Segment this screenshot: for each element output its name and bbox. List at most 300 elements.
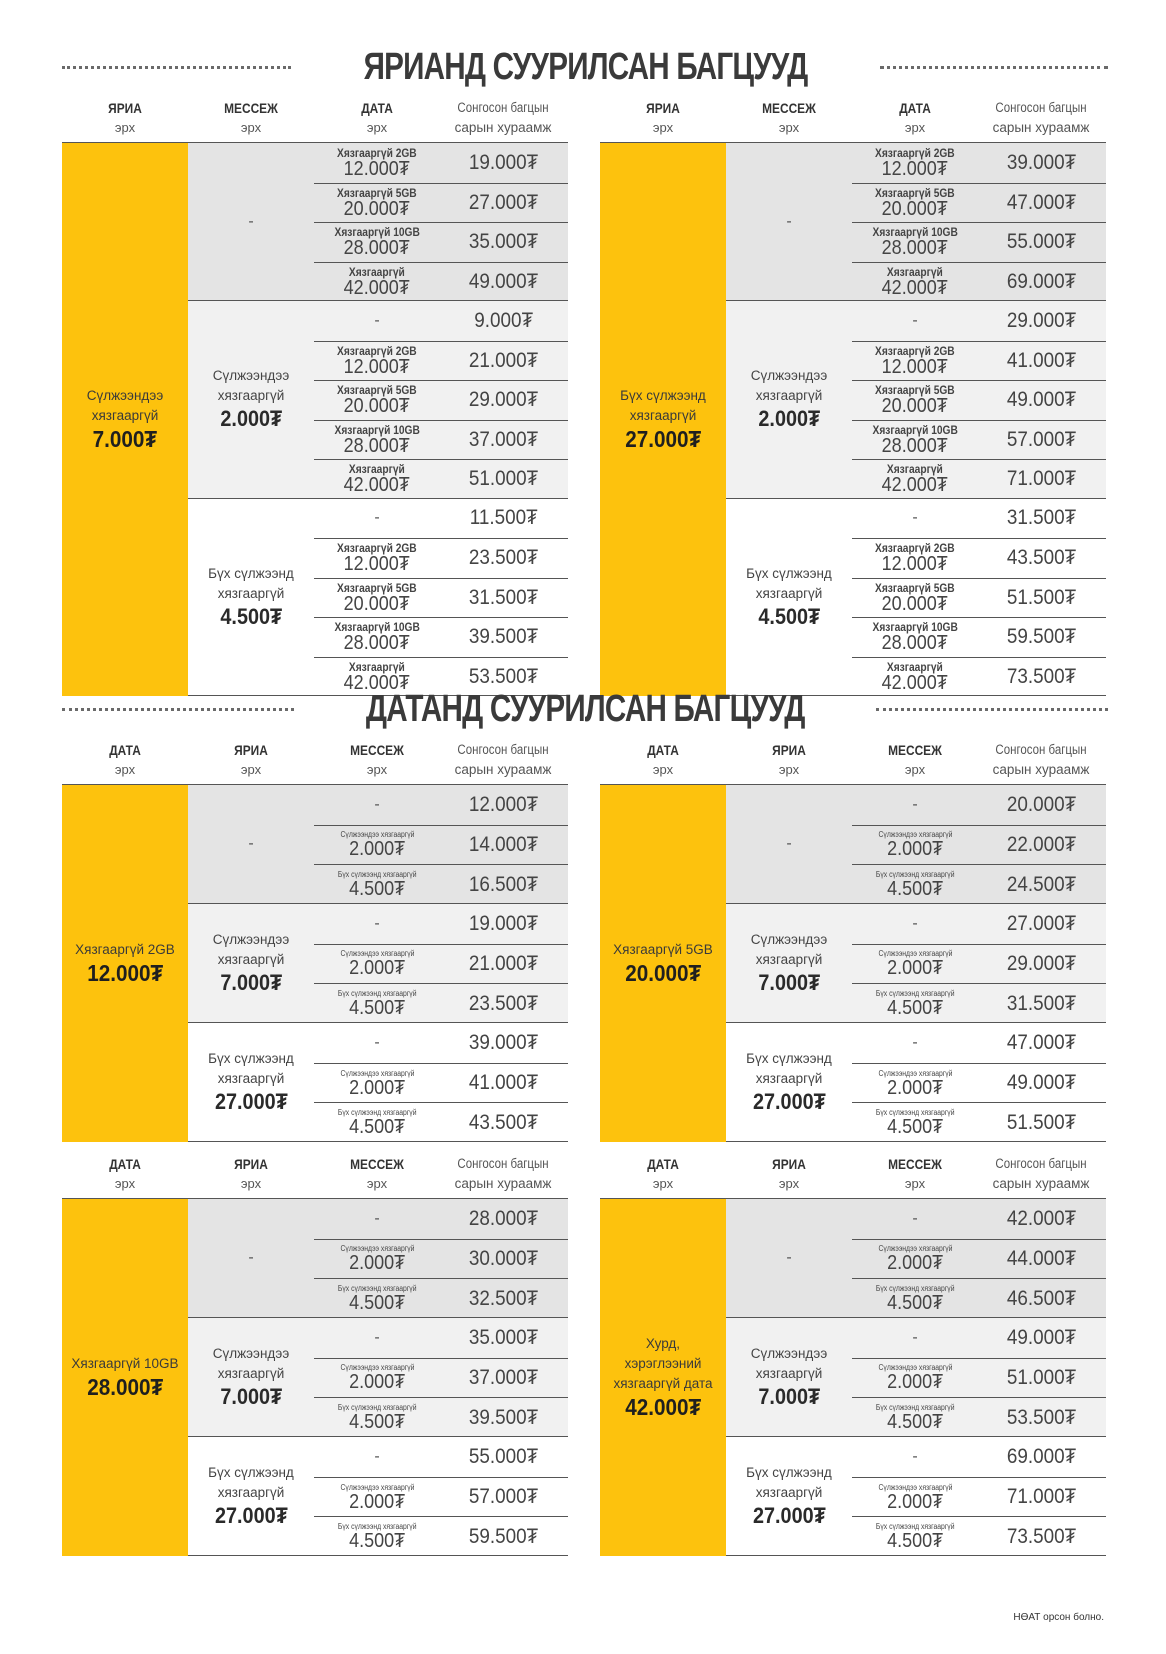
package-table <box>62 96 568 696</box>
option-cell <box>314 342 440 381</box>
table-row <box>852 617 1106 657</box>
option-cell <box>852 143 978 183</box>
option-value: 12.000₮ <box>881 355 949 378</box>
column-header <box>852 740 978 780</box>
option-cell <box>314 579 440 618</box>
table-row <box>852 459 1106 499</box>
option-value: 28.000₮ <box>881 434 949 457</box>
column-title: ДАТА <box>361 100 393 116</box>
option-cell <box>314 1318 440 1358</box>
table-row <box>852 222 1106 262</box>
group-label-line2: хязгааргүй <box>755 952 823 967</box>
column-header <box>600 740 726 780</box>
group-dash: - <box>786 835 792 852</box>
column-title: ЯРИА <box>646 100 680 116</box>
table-body <box>600 143 1106 696</box>
option-group <box>188 1318 568 1437</box>
option-cell <box>314 1064 440 1103</box>
option-group <box>188 499 568 697</box>
column-header <box>600 98 726 138</box>
monthly-fee: 51.000₮ <box>469 467 539 491</box>
group-label-line2: хязгааргүй <box>217 585 285 601</box>
column-title: МЕССЕЖ <box>762 100 816 116</box>
group-label-line1: Сүлжээндээ <box>750 932 828 947</box>
table-header <box>600 1152 1106 1199</box>
table-row <box>852 1063 1106 1103</box>
option-cell <box>314 945 440 984</box>
table-row <box>314 380 568 420</box>
monthly-fee: 35.000₮ <box>469 1325 539 1349</box>
base-plan-label: Хязгааргүй 2GB <box>75 942 175 957</box>
table-row <box>852 420 1106 460</box>
monthly-fee: 71.000₮ <box>1007 1485 1077 1508</box>
monthly-fee-cell <box>440 301 568 341</box>
monthly-fee-cell <box>440 143 568 183</box>
monthly-fee: 27.000₮ <box>469 190 539 214</box>
base-plan-sublabel: хязгааргүй <box>91 408 159 423</box>
option-cell <box>852 1199 978 1239</box>
table-row <box>852 1358 1106 1398</box>
monthly-fee: 51.000₮ <box>1007 1365 1077 1389</box>
group-label <box>188 499 314 696</box>
monthly-fee-cell <box>978 1279 1106 1318</box>
option-cell <box>852 826 978 865</box>
monthly-fee-cell <box>978 263 1106 302</box>
option-cell <box>852 1478 978 1517</box>
monthly-fee: 44.000₮ <box>1007 1246 1077 1270</box>
group-label <box>188 904 314 1022</box>
option-cell <box>852 499 978 539</box>
table-row <box>314 1437 568 1477</box>
option-cell <box>314 1199 440 1239</box>
group-price: 2.000₮ <box>758 406 820 432</box>
monthly-fee: 23.500₮ <box>469 546 539 570</box>
option-label: Хязгааргүй 2GB <box>875 541 955 556</box>
option-label: Сүлжээндээ хязгааргүй <box>878 1244 952 1254</box>
option-label: Бүх сүлжээнд хязгааргүй <box>875 1522 955 1532</box>
option-cell <box>852 263 978 302</box>
monthly-fee-cell <box>440 1064 568 1103</box>
option-label: Сүлжээндээ хязгааргүй <box>340 1482 414 1492</box>
column-title: ЯРИА <box>772 1156 806 1172</box>
monthly-fee-cell <box>440 1318 568 1358</box>
option-value: 4.500₮ <box>886 878 944 901</box>
group-label-line2: хязгааргүй <box>217 952 285 967</box>
option-dash: - <box>912 1033 918 1051</box>
package-table <box>62 738 568 1142</box>
option-dash: - <box>912 914 918 932</box>
monthly-fee: 35.000₮ <box>469 230 539 254</box>
option-cell <box>314 904 440 944</box>
option-value: 2.000₮ <box>886 838 944 861</box>
package-table <box>62 1152 568 1556</box>
option-value: 2.000₮ <box>886 1490 944 1513</box>
option-cell <box>852 579 978 618</box>
table-row <box>852 1437 1106 1477</box>
option-cell <box>852 1279 978 1318</box>
option-value: 2.000₮ <box>348 838 406 861</box>
base-plan-cell <box>62 143 188 696</box>
group-label-line2: хязгааргүй <box>755 388 823 404</box>
option-label: Хязгааргүй 10GB <box>334 620 420 635</box>
column-header <box>978 98 1104 138</box>
option-cell <box>314 184 440 223</box>
monthly-fee: 14.000₮ <box>469 832 539 856</box>
table-header <box>62 738 568 785</box>
base-plan-sublabel: хязгааргүй <box>629 408 697 423</box>
monthly-fee-cell <box>440 826 568 865</box>
column-header <box>440 98 566 138</box>
monthly-fee: 37.000₮ <box>469 427 539 451</box>
option-value: 28.000₮ <box>343 237 411 260</box>
group-label <box>726 1199 852 1317</box>
package-table <box>600 738 1106 1142</box>
monthly-fee: 20.000₮ <box>1007 792 1077 816</box>
option-label: Бүх сүлжээнд хязгааргүй <box>337 1108 417 1118</box>
section-header <box>62 46 1108 89</box>
monthly-fee-cell <box>978 1437 1106 1477</box>
base-plan-label: Хязгааргүй 10GB <box>71 1356 179 1371</box>
option-cell <box>852 1398 978 1437</box>
table-row <box>314 1477 568 1517</box>
table-row <box>852 1397 1106 1437</box>
monthly-fee-cell <box>978 785 1106 825</box>
monthly-fee-cell <box>440 1437 568 1477</box>
option-label: Хязгааргүй 5GB <box>875 580 955 595</box>
option-cell <box>314 223 440 262</box>
monthly-fee-cell <box>440 984 568 1023</box>
column-subtitle: эрх <box>240 120 262 135</box>
column-header <box>62 98 188 138</box>
column-subtitle: эрх <box>240 762 262 777</box>
table-row <box>852 301 1106 341</box>
column-subtitle: сарын хураамж <box>992 1176 1090 1191</box>
column-subtitle: эрх <box>904 1176 926 1191</box>
table-row <box>852 1239 1106 1279</box>
table-row <box>314 1358 568 1398</box>
table-row <box>852 341 1106 381</box>
monthly-fee: 22.000₮ <box>1007 832 1077 856</box>
monthly-fee-cell <box>440 539 568 578</box>
table-row <box>852 538 1106 578</box>
option-cell <box>852 618 978 657</box>
option-cell <box>852 904 978 944</box>
column-title: ДАТА <box>109 1156 141 1172</box>
section-title: ДАТАНД СУУРИЛСАН БАГЦУУД <box>365 688 805 730</box>
option-value: 20.000₮ <box>343 592 411 615</box>
group-label-line1: Сүлжээндээ <box>212 368 290 384</box>
column-subtitle: сарын хураамж <box>454 120 552 135</box>
option-dash: - <box>912 1209 918 1227</box>
table-row <box>314 864 568 904</box>
monthly-fee: 41.000₮ <box>469 1071 539 1094</box>
group-label <box>188 1023 314 1141</box>
group-dash: - <box>786 212 792 230</box>
option-cell <box>852 223 978 262</box>
group-price: 27.000₮ <box>214 1503 288 1529</box>
monthly-fee: 43.500₮ <box>1007 546 1077 570</box>
table-header <box>62 1152 568 1199</box>
monthly-fee-cell <box>978 421 1106 460</box>
monthly-fee: 39.000₮ <box>469 1030 539 1054</box>
option-value: 4.500₮ <box>886 1411 944 1434</box>
group-price: 7.000₮ <box>758 970 820 995</box>
option-cell <box>852 1359 978 1398</box>
table-row <box>314 1023 568 1063</box>
table-row <box>852 1023 1106 1063</box>
table-body <box>62 1199 568 1556</box>
column-header <box>314 1154 440 1194</box>
option-value: 2.000₮ <box>886 1252 944 1275</box>
option-cell <box>314 1517 440 1556</box>
monthly-fee-cell <box>440 1398 568 1437</box>
option-value: 28.000₮ <box>343 632 411 655</box>
table-row <box>852 785 1106 825</box>
option-cell <box>314 1023 440 1063</box>
option-value: 42.000₮ <box>343 474 411 497</box>
option-label: Хязгааргүй 10GB <box>334 422 420 437</box>
option-dash: - <box>912 311 918 329</box>
option-cell <box>852 539 978 578</box>
column-subtitle: эрх <box>366 762 388 777</box>
option-label: Бүх сүлжээнд хязгааргүй <box>875 989 955 999</box>
column-header <box>188 1154 314 1194</box>
monthly-fee: 23.500₮ <box>469 991 539 1015</box>
column-title: Сонгосон багцын <box>995 742 1087 757</box>
group-label <box>726 143 852 300</box>
option-label: Хязгааргүй 10GB <box>334 225 420 240</box>
option-cell <box>314 381 440 420</box>
option-value: 42.000₮ <box>881 671 949 694</box>
column-header <box>440 1154 566 1194</box>
table-row <box>314 499 568 539</box>
group-price: 4.500₮ <box>758 603 820 629</box>
monthly-fee-cell <box>440 1478 568 1517</box>
monthly-fee: 30.000₮ <box>469 1246 539 1270</box>
table-row <box>852 825 1106 865</box>
option-cell <box>314 785 440 825</box>
option-label: Хязгааргүй 5GB <box>875 185 955 200</box>
option-value: 4.500₮ <box>886 997 944 1020</box>
group-label <box>726 301 852 498</box>
group-price: 27.000₮ <box>214 1089 288 1115</box>
option-label: Бүх сүлжээнд хязгааргүй <box>337 1522 417 1532</box>
monthly-fee-cell <box>440 263 568 302</box>
option-cell <box>852 381 978 420</box>
option-cell <box>314 263 440 302</box>
monthly-fee: 57.000₮ <box>1007 427 1077 451</box>
option-cell <box>314 1103 440 1142</box>
column-subtitle: сарын хураамж <box>992 762 1090 777</box>
option-label: Сүлжээндээ хязгааргүй <box>878 1068 952 1078</box>
table-body <box>62 785 568 1142</box>
column-header <box>978 1154 1104 1194</box>
column-subtitle: эрх <box>366 120 388 135</box>
option-group <box>188 904 568 1023</box>
monthly-fee-cell <box>440 945 568 984</box>
monthly-fee: 57.000₮ <box>469 1485 539 1508</box>
option-group <box>726 143 1106 301</box>
option-dash: - <box>374 1209 380 1227</box>
group-label <box>188 1437 314 1555</box>
group-label-line1: Бүх сүлжээнд <box>208 565 294 581</box>
table-row <box>852 380 1106 420</box>
monthly-fee-cell <box>440 1359 568 1398</box>
monthly-fee: 31.500₮ <box>469 585 539 609</box>
base-plan-label: Хязгааргүй 5GB <box>613 942 713 957</box>
table-row <box>314 538 568 578</box>
monthly-fee-cell <box>440 904 568 944</box>
option-cell <box>852 184 978 223</box>
option-label: Хязгааргүй <box>349 462 405 477</box>
monthly-fee: 31.500₮ <box>1007 991 1077 1015</box>
option-label: Бүх сүлжээнд хязгааргүй <box>337 989 417 999</box>
monthly-fee-cell <box>978 1517 1106 1556</box>
table-row <box>314 904 568 944</box>
column-title: ЯРИА <box>234 742 268 758</box>
option-cell <box>852 460 978 499</box>
option-value: 42.000₮ <box>881 474 949 497</box>
option-value: 28.000₮ <box>881 237 949 260</box>
monthly-fee: 11.500₮ <box>470 506 538 530</box>
option-dash: - <box>912 509 918 527</box>
group-label <box>726 785 852 903</box>
monthly-fee: 49.000₮ <box>469 269 539 293</box>
column-title: ДАТА <box>647 1156 679 1172</box>
option-label: Сүлжээндээ хязгааргүй <box>340 1244 414 1254</box>
option-dash: - <box>374 1447 380 1465</box>
package-table <box>600 1152 1106 1556</box>
base-plan-label: Бүх сүлжээнд <box>620 388 706 403</box>
column-subtitle: эрх <box>904 120 926 135</box>
option-cell <box>314 301 440 341</box>
table-row <box>314 578 568 618</box>
group-price: 7.000₮ <box>758 1384 820 1409</box>
table-row <box>314 617 568 657</box>
monthly-fee: 41.000₮ <box>1007 348 1077 372</box>
option-label: Бүх сүлжээнд хязгааргүй <box>337 1403 417 1413</box>
dotted-rule-left <box>62 708 294 711</box>
table-row <box>314 1278 568 1318</box>
column-title: МЕССЕЖ <box>888 742 942 758</box>
monthly-fee-cell <box>978 579 1106 618</box>
option-cell <box>314 618 440 657</box>
column-title: МЕССЕЖ <box>888 1156 942 1172</box>
group-dash: - <box>248 1249 254 1266</box>
column-header <box>726 1154 852 1194</box>
table-row <box>852 499 1106 539</box>
monthly-fee-cell <box>440 184 568 223</box>
option-value: 2.000₮ <box>348 1252 406 1275</box>
column-header <box>188 98 314 138</box>
monthly-fee-cell <box>978 826 1106 865</box>
column-title: Сонгосон багцын <box>457 1156 549 1171</box>
group-label <box>726 1023 852 1141</box>
monthly-fee-cell <box>440 865 568 904</box>
column-header <box>440 740 566 780</box>
monthly-fee: 49.000₮ <box>1007 1325 1077 1349</box>
monthly-fee: 47.000₮ <box>1007 190 1077 214</box>
monthly-fee-cell <box>440 1199 568 1239</box>
monthly-fee: 55.000₮ <box>469 1444 539 1468</box>
option-value: 2.000₮ <box>886 957 944 980</box>
group-label <box>726 1318 852 1436</box>
option-dash: - <box>374 509 380 527</box>
option-group <box>188 785 568 904</box>
column-subtitle: эрх <box>778 120 800 135</box>
table-header <box>62 96 568 143</box>
option-cell <box>314 865 440 904</box>
monthly-fee-cell <box>978 865 1106 904</box>
table-row <box>314 143 568 183</box>
monthly-fee: 69.000₮ <box>1007 269 1077 293</box>
option-value: 2.000₮ <box>348 1490 406 1513</box>
option-group <box>726 1023 1106 1142</box>
group-label <box>188 1199 314 1317</box>
monthly-fee-cell <box>440 618 568 657</box>
monthly-fee-cell <box>978 945 1106 984</box>
option-label: Сүлжээндээ хязгааргүй <box>340 830 414 840</box>
option-label: Хязгааргүй <box>887 264 943 279</box>
option-label: Хязгааргүй 5GB <box>337 383 417 398</box>
option-label: Сүлжээндээ хязгааргүй <box>878 1363 952 1373</box>
dotted-rule-left <box>62 66 291 69</box>
option-value: 2.000₮ <box>348 1371 406 1394</box>
base-plan-price: 12.000₮ <box>87 960 163 986</box>
table-row <box>314 222 568 262</box>
group-label-line1: Сүлжээндээ <box>212 1346 290 1361</box>
option-cell <box>852 785 978 825</box>
option-value: 2.000₮ <box>348 1076 406 1099</box>
column-subtitle: эрх <box>778 1176 800 1191</box>
option-value: 20.000₮ <box>343 197 411 220</box>
group-label <box>726 499 852 696</box>
option-label: Сүлжээндээ хязгааргүй <box>878 1482 952 1492</box>
monthly-fee-cell <box>978 381 1106 420</box>
column-title: ДАТА <box>109 742 141 758</box>
option-dash: - <box>374 795 380 813</box>
option-label: Бүх сүлжээнд хязгааргүй <box>337 870 417 880</box>
base-plan-cell <box>600 143 726 696</box>
group-label <box>726 1437 852 1555</box>
option-value: 2.000₮ <box>348 957 406 980</box>
table-row <box>852 1102 1106 1142</box>
monthly-fee: 12.000₮ <box>469 792 539 816</box>
column-header <box>600 1154 726 1194</box>
monthly-fee: 31.500₮ <box>1007 506 1077 530</box>
option-label: Сүлжээндээ хязгааргүй <box>878 830 952 840</box>
monthly-fee: 29.000₮ <box>469 388 539 412</box>
monthly-fee-cell <box>978 143 1106 183</box>
option-group <box>726 499 1106 697</box>
column-subtitle: эрх <box>366 1176 388 1191</box>
monthly-fee: 39.500₮ <box>469 625 539 649</box>
monthly-fee: 43.500₮ <box>469 1110 539 1134</box>
column-title: Сонгосон багцын <box>457 742 549 757</box>
table-row <box>314 301 568 341</box>
option-cell <box>314 143 440 183</box>
monthly-fee-cell <box>978 1199 1106 1239</box>
option-dash: - <box>912 1447 918 1465</box>
table-row <box>852 864 1106 904</box>
option-value: 4.500₮ <box>348 1530 406 1553</box>
monthly-fee-cell <box>978 1103 1106 1142</box>
monthly-fee-cell <box>440 499 568 539</box>
table-row <box>852 183 1106 223</box>
option-cell <box>314 1478 440 1517</box>
monthly-fee: 16.500₮ <box>469 872 539 896</box>
option-value: 4.500₮ <box>886 1116 944 1139</box>
